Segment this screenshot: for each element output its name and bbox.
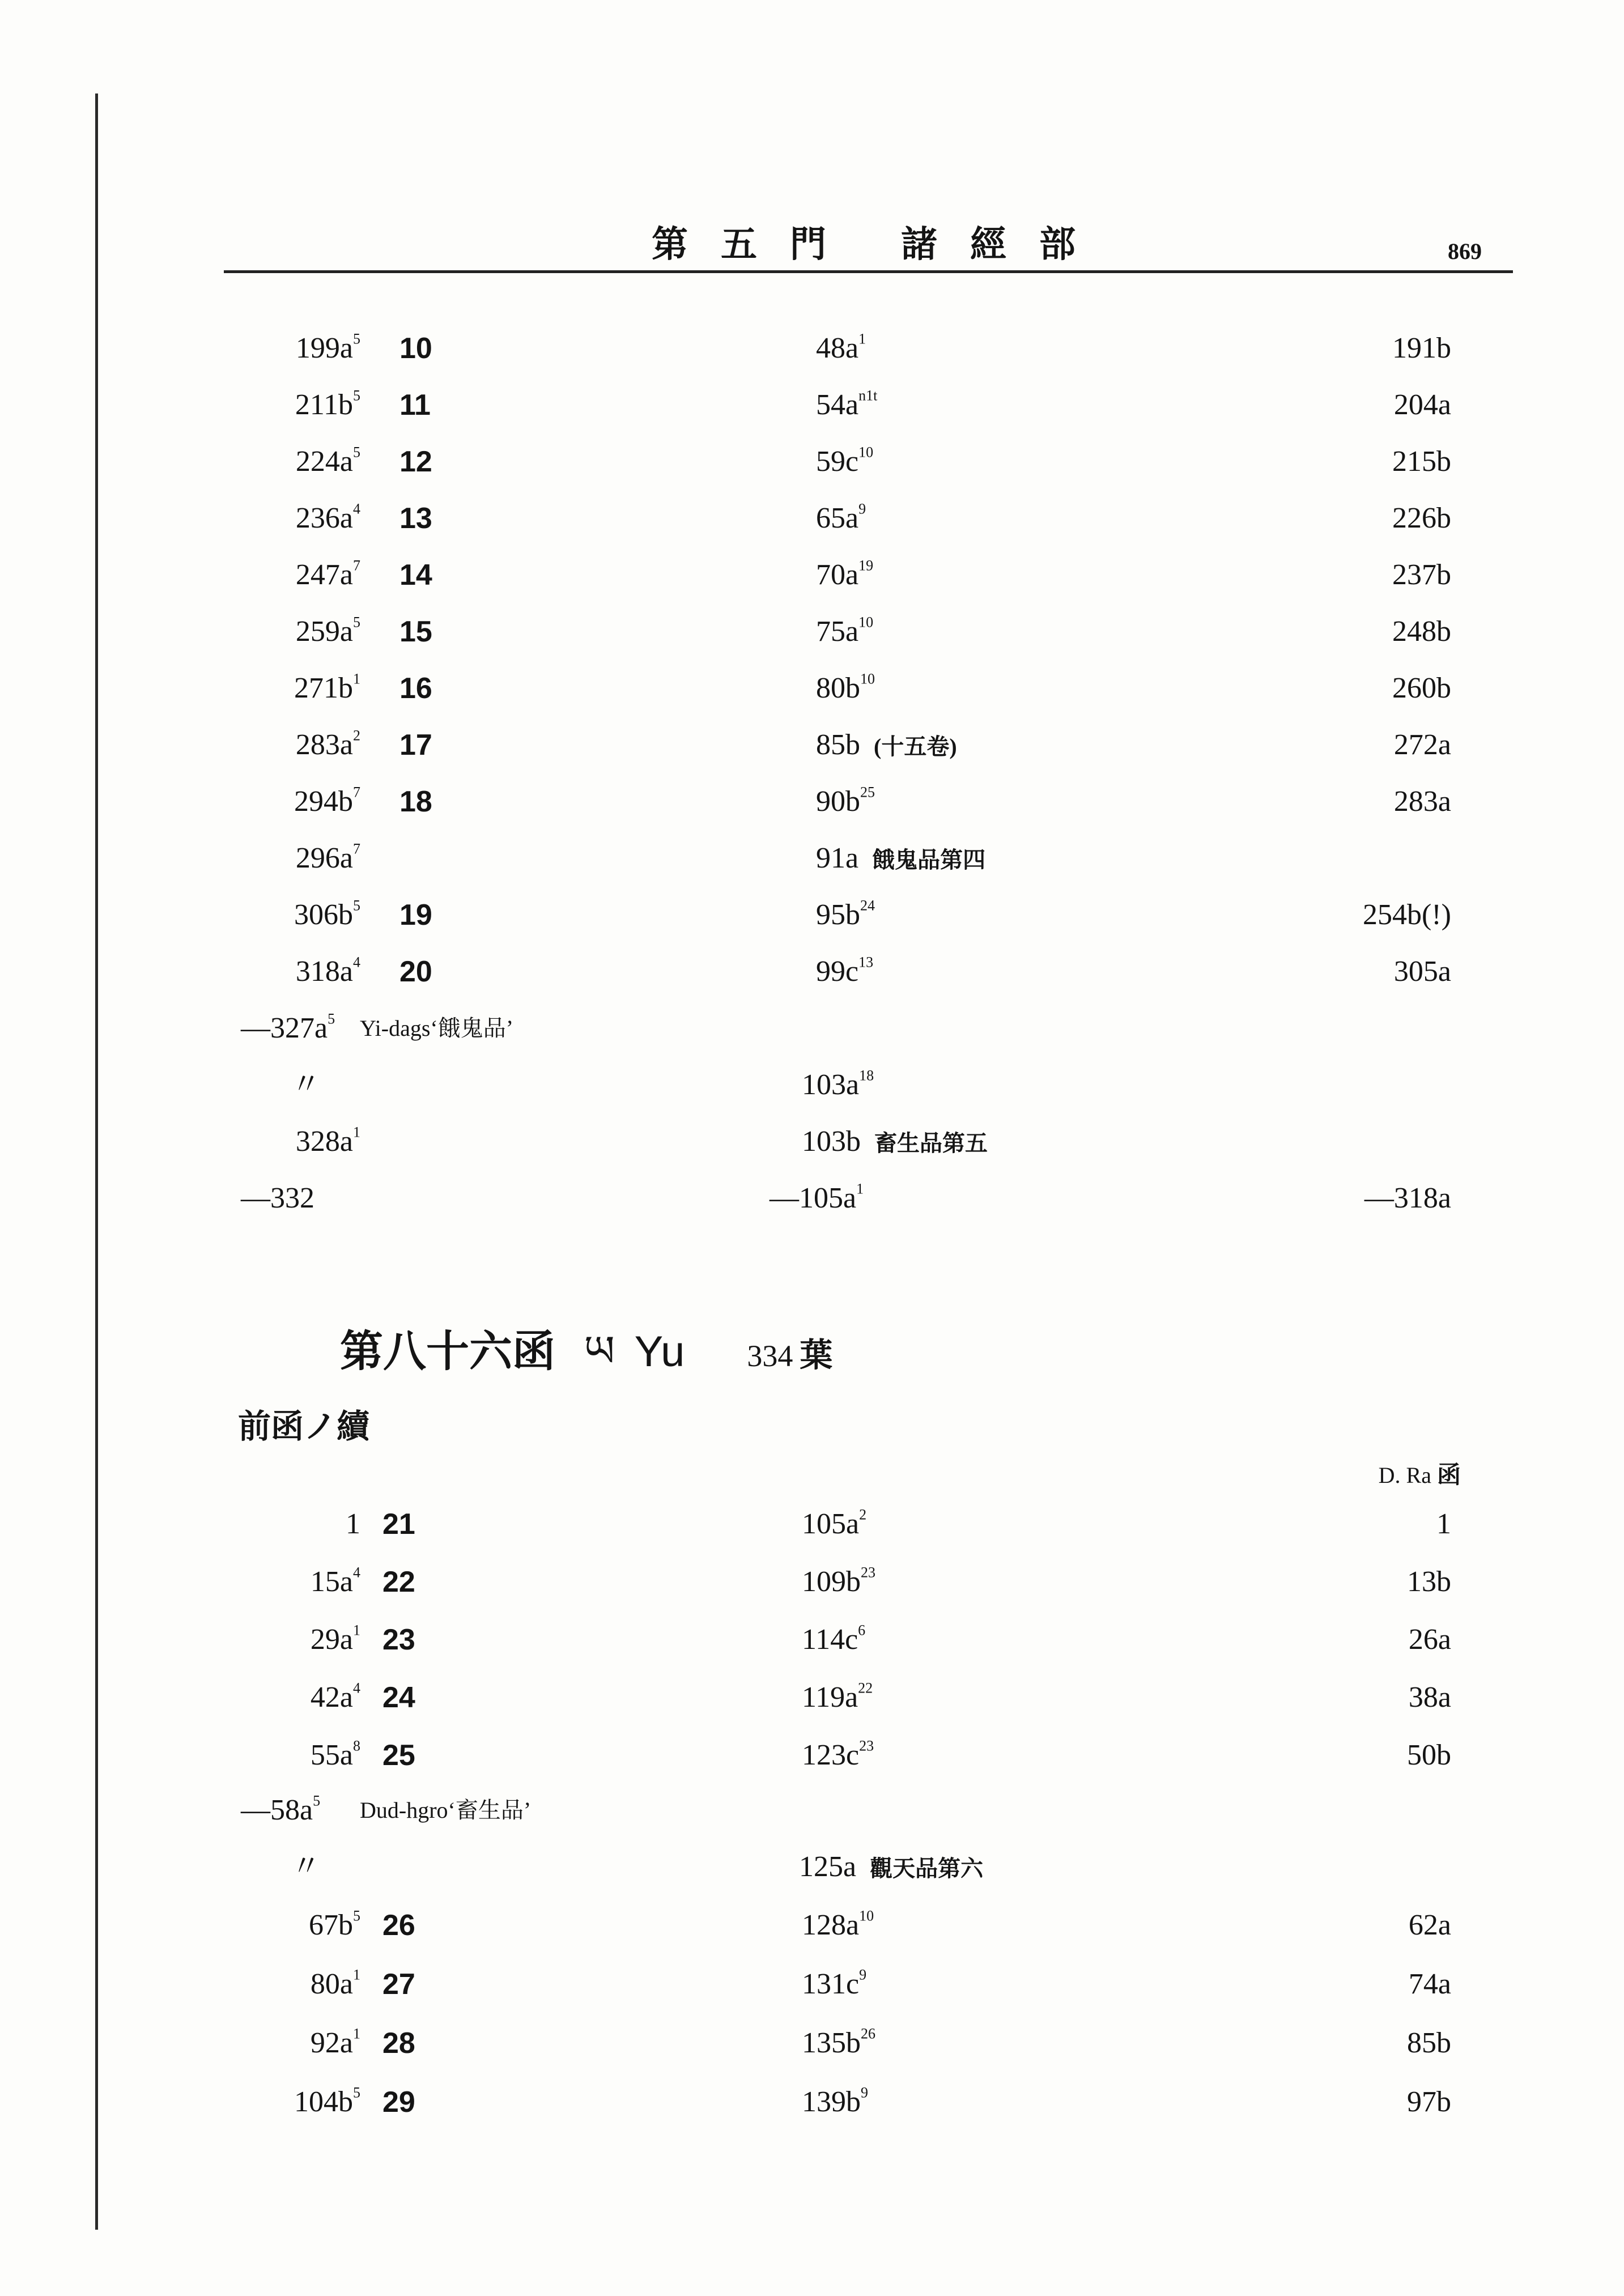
chapter-note: 餓鬼品第四 bbox=[872, 847, 986, 873]
table-row: $306b^5$ 19 $95b^{24}$ 254b(!) bbox=[294, 897, 1451, 932]
table-row: $92a^1$ 28 $135b^{26}$ 85b bbox=[310, 2025, 1451, 2060]
table-row: $—58a^5$ Dud-hgro‘畜生品’ bbox=[0, 1788, 1624, 1833]
table-row: $80a^1$ 27 $131c^9$ 74a bbox=[310, 1966, 1451, 2001]
continuation-heading: 前函ノ續 bbox=[238, 1408, 370, 1445]
table-row: $211b^5$ 11 $54a^{n1t}$ 204a bbox=[295, 387, 1451, 422]
volume-note: (十五卷) bbox=[874, 734, 957, 759]
page-header-title: 第五門 諸經部 bbox=[652, 224, 1108, 265]
table-row: 〃 $103a^{18}$ bbox=[0, 1062, 1624, 1108]
volume-code: Yu bbox=[634, 1328, 685, 1376]
ditto-mark: 〃 bbox=[291, 1851, 321, 1883]
table-row: $296a^7$ 91a 餓鬼品第四 bbox=[295, 840, 986, 874]
table-row: $15a^4$ 22 $109b^{23}$ 13b bbox=[310, 1564, 1451, 1598]
table-row: 1 21 $105a^2$ 1 bbox=[346, 1506, 1451, 1541]
table-row: $29a^1$ 23 $114c^6$ 26a bbox=[310, 1622, 1451, 1656]
tibetan-letter: ཡ bbox=[584, 1328, 615, 1376]
header-rule bbox=[224, 270, 1513, 273]
chapter-note: 觀天品第六 bbox=[870, 1856, 984, 1881]
table-row: $259a^5$ 15 $75a^{10}$ 248b bbox=[295, 614, 1451, 648]
table-row: $318a^4$ 20 $99c^{13}$ 305a bbox=[295, 954, 1451, 988]
table-row: $294b^7$ 18 $90b^{25}$ 283a bbox=[294, 784, 1451, 818]
chapter-note: Yi-dags‘餓鬼品’ bbox=[360, 1015, 514, 1041]
table-row: $224a^5$ 12 $59c^{10}$ 215b bbox=[295, 444, 1451, 478]
table-row: $67b^5$ 26 $128a^{10}$ 62a bbox=[309, 1907, 1451, 1942]
table-row: $247a^7$ 14 $70a^{19}$ 237b bbox=[295, 557, 1451, 592]
chapter-note: 畜生品第五 bbox=[874, 1130, 988, 1156]
table-row: $236a^4$ 13 $65a^9$ 226b bbox=[295, 500, 1451, 535]
table-row: —332 $—105a^1$ —318a bbox=[241, 1180, 1451, 1214]
table-row: $328a^1$ 103b 畜生品第五 bbox=[295, 1124, 988, 1158]
table-row: $104b^5$ 29 $139b^9$ 97b bbox=[294, 2084, 1451, 2119]
section-title: 第八十六函 ཡ Yu 334 葉 bbox=[340, 1326, 833, 1376]
reference-label: D. Ra 函 bbox=[1378, 1462, 1461, 1489]
page-number: 869 bbox=[1448, 239, 1482, 264]
table-row: $—327a^5$ Yi-dags‘餓鬼品’ bbox=[0, 1006, 1624, 1051]
ditto-mark: 〃 bbox=[291, 1069, 321, 1101]
table-row: 〃 125a 觀天品第六 bbox=[0, 1844, 1624, 1890]
chapter-note: Dud-hgro‘畜生品’ bbox=[360, 1797, 532, 1823]
table-row: $271b^1$ 16 $80b^{10}$ 260b bbox=[294, 670, 1451, 705]
table-row: $199a^5$ 10 $48a^1$ 191b bbox=[295, 330, 1451, 365]
table-row: $42a^4$ 24 $119a^{22}$ 38a bbox=[310, 1680, 1451, 1714]
table-row: $283a^2$ 17 85b (十五卷) 272a bbox=[295, 727, 1451, 762]
table-row: $55a^8$ 25 $123c^{23}$ 50b bbox=[310, 1737, 1451, 1772]
